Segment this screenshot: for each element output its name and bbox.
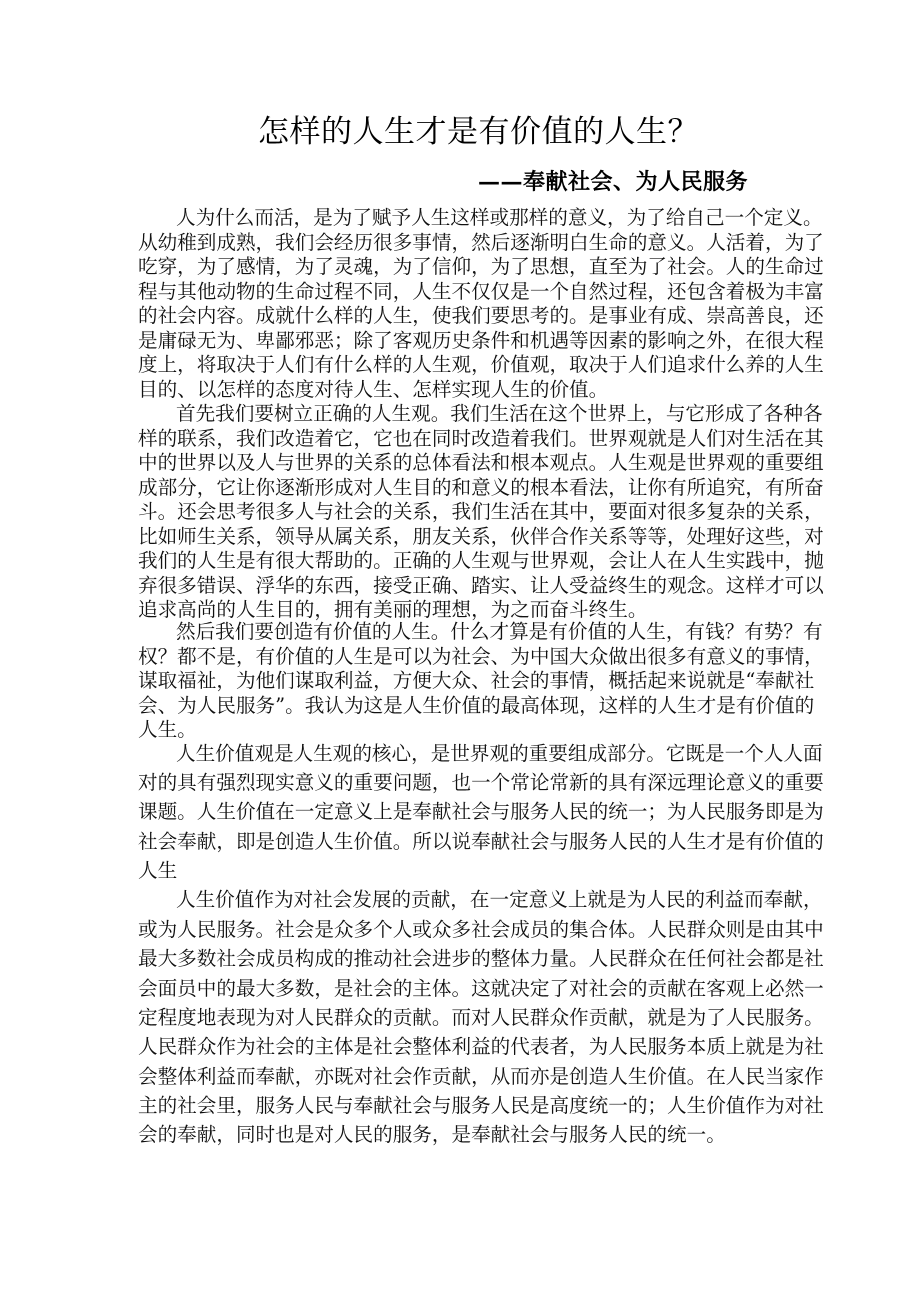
paragraph-line: 社会奉献，即是创造人生价值。所以说奉献社会与服务人民的人生才是有价值的 bbox=[138, 830, 824, 853]
paragraph-line: 度上，将取决于人们有什么样的人生观，价值观，取决于人们追求什么养的人生 bbox=[138, 353, 824, 376]
paragraph-line: 会的奉献，同时也是对人民的服务，是奉献社会与服务人民的统一。 bbox=[138, 1123, 726, 1146]
paragraph-line: 程与其他动物的生命过程不同，人生不仅仅是一个自然过程，还包含着极为丰富 bbox=[138, 280, 824, 303]
paragraph-line: 主的社会里，服务人民与奉献社会与服务人民是高度统一的；人生价值作为对社 bbox=[138, 1094, 824, 1117]
paragraph-line: 对的具有强烈现实意义的重要问题，也一个常论常新的具有深远理论意义的重要 bbox=[138, 771, 824, 794]
document-subtitle: ——奉献社会、为人民服务 bbox=[478, 169, 749, 195]
paragraph-line: 弃很多错误、浮华的东西，接受正确、踏实、让人受益终生的观念。这样才可以 bbox=[138, 574, 824, 597]
paragraph-line: 人生 bbox=[138, 859, 178, 882]
paragraph-line: 首先我们要树立正确的人生观。我们生活在这个世界上，与它形成了各种各 bbox=[176, 402, 823, 425]
paragraph-line: 人生。 bbox=[138, 718, 197, 741]
paragraph-line: 或为人民服务。社会是众多个人或众多社会成员的集合体。人民群众则是由其中 bbox=[138, 918, 824, 941]
paragraph-line: 会整体利益而奉献，亦既对社会作贡献，从而亦是创造人生价值。在人民当家作 bbox=[138, 1065, 824, 1088]
paragraph-line: 然后我们要创造有价值的人生。什么才算是有价值的人生，有钱？有势？有 bbox=[176, 620, 823, 643]
paragraph-line: 追求高尚的人生目的，拥有美丽的理想，为之而奋斗终生。 bbox=[138, 598, 648, 621]
paragraph-line: 谋取福祉，为他们谋取利益，方便大众、社会的事情，概括起来说就是“奉献社 bbox=[138, 669, 815, 692]
paragraph-line: 比如师生关系，领导从属关系，朋友关系，伙伴合作关系等等，处理好这些，对 bbox=[138, 525, 824, 548]
document-title: 怎样的人生才是有价值的人生？ bbox=[258, 114, 699, 150]
paragraph-line: 是庸碌无为、卑鄙邪恶；除了客观历史条件和机遇等因素的影响之外，在很大程 bbox=[138, 329, 824, 352]
paragraph-line: 会面员中的最大多数，是社会的主体。这就决定了对社会的贡献在客观上必然一 bbox=[138, 977, 824, 1000]
paragraph-line: 人生价值作为对社会发展的贡献，在一定意义上就是为人民的利益而奉献， bbox=[176, 888, 823, 911]
paragraph-line: 权？都不是，有价值的人生是可以为社会、为中国大众做出很多有意义的事情， bbox=[138, 645, 824, 668]
paragraph-line: 的社会内容。成就什么样的人生，使我们要思考的。是事业有成、崇高善良，还 bbox=[138, 304, 824, 327]
paragraph-line: 课题。人生价值在一定意义上是奉献社会与服务人民的统一；为人民服务即是为 bbox=[138, 800, 824, 823]
paragraph-line: 从幼稚到成熟，我们会经历很多事情，然后逐渐明白生命的意义。人活着，为了 bbox=[138, 231, 824, 254]
paragraph-line: 人生价值观是人生观的核心，是世界观的重要组成部分。它既是一个人人面 bbox=[176, 742, 823, 765]
paragraph-line: 样的联系，我们改造着它，它也在同时改造着我们。世界观就是人们对生活在其 bbox=[138, 427, 824, 450]
paragraph-line: 吃穿，为了感情，为了灵魂，为了信仰，为了思想，直至为了社会。人的生命过 bbox=[138, 255, 824, 278]
paragraph-line: 我们的人生是有很大帮助的。正确的人生观与世界观，会让人在人生实践中，抛 bbox=[138, 549, 824, 572]
paragraph-line: 中的世界以及人与世界的关系的总体看法和根本观点。人生观是世界观的重要组 bbox=[138, 451, 824, 474]
paragraph-line: 人为什么而活，是为了赋予人生这样或那样的意义，为了给自己一个定义。 bbox=[176, 206, 823, 229]
paragraph-line: 人民群众作为社会的主体是社会整体利益的代表者，为人民服务本质上就是为社 bbox=[138, 1035, 824, 1058]
paragraph-line: 定程度地表现为对人民群众的贡献。而对人民群众作贡献，就是为了人民服务。 bbox=[138, 1006, 824, 1029]
paragraph-line: 目的、以怎样的态度对待人生、怎样实现人生的价值。 bbox=[138, 378, 609, 401]
paragraph-line: 斗。还会思考很多人与社会的关系，我们生活在其中，要面对很多复杂的关系， bbox=[138, 500, 824, 523]
paragraph-line: 会、为人民服务”。我认为这是人生价值的最高体现，这样的人生才是有价值的 bbox=[138, 694, 815, 717]
paragraph-line: 成部分，它让你逐渐形成对人生目的和意义的根本看法，让你有所追究，有所奋 bbox=[138, 476, 824, 499]
paragraph-line: 最大多数社会成员构成的推动社会进步的整体力量。人民群众在任何社会都是社 bbox=[138, 947, 824, 970]
